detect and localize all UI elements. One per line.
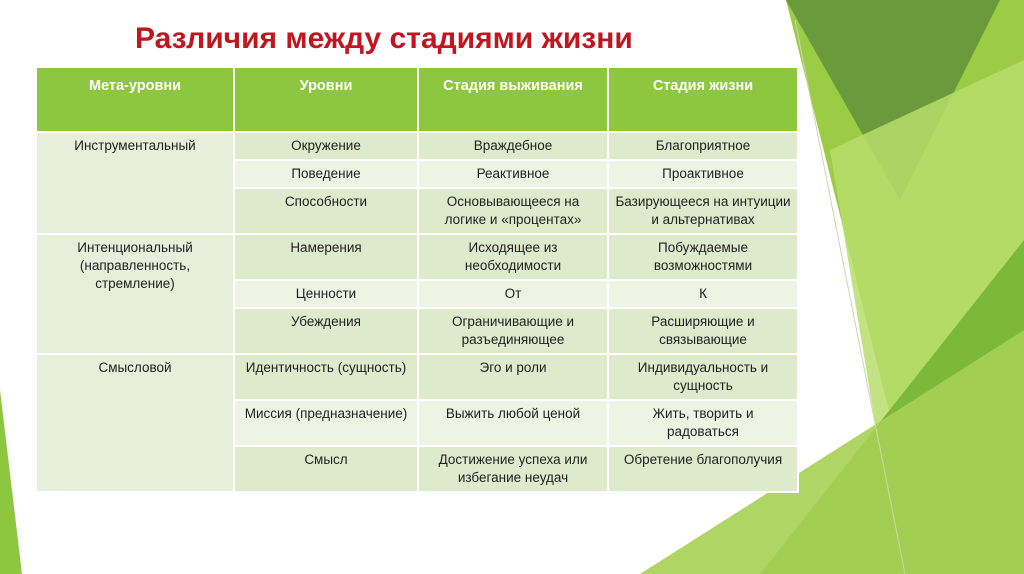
level-cell: Смысл — [234, 446, 418, 492]
survival-cell: От — [418, 280, 608, 308]
life-cell: Обретение благополучия — [608, 446, 798, 492]
level-cell: Поведение — [234, 160, 418, 188]
life-cell: Жить, творить и радоваться — [608, 400, 798, 446]
life-cell: Благоприятное — [608, 132, 798, 160]
level-cell: Способности — [234, 188, 418, 234]
header-meta-levels: Мета-уровни — [37, 68, 234, 132]
survival-cell: Основывающееся на логике и «процентах» — [418, 188, 608, 234]
meta-level-cell: Смысловой — [37, 354, 234, 492]
level-cell: Убеждения — [234, 308, 418, 354]
slide-title: Различия между стадиями жизни — [135, 22, 633, 55]
table-row — [37, 234, 798, 280]
survival-cell: Исходящее из необходимости — [418, 234, 608, 280]
level-cell: Ценности — [234, 280, 418, 308]
header-survival-stage: Стадия выживания — [418, 68, 608, 132]
survival-cell: Ограничивающие и разъединяющее — [418, 308, 608, 354]
table-row — [37, 354, 798, 400]
level-cell: Окружение — [234, 132, 418, 160]
green-shape-left — [0, 390, 22, 574]
level-cell: Миссия (предназначение) — [234, 400, 418, 446]
header-levels: Уровни — [234, 68, 418, 132]
level-cell: Намерения — [234, 234, 418, 280]
life-cell: Расширяющие и связывающие — [608, 308, 798, 354]
meta-level-cell: Интенциональный (направленность, стремление) — [37, 234, 234, 354]
life-cell: Проактивное — [608, 160, 798, 188]
survival-cell: Эго и роли — [418, 354, 608, 400]
life-cell: Побуждаемые возможностями — [608, 234, 798, 280]
life-cell: Базирующееся на интуиции и альтернативах — [608, 188, 798, 234]
survival-cell: Выжить любой ценой — [418, 400, 608, 446]
header-life-stage: Стадия жизни — [608, 68, 798, 132]
level-cell: Идентичность (сущность) — [234, 354, 418, 400]
survival-cell: Достижение успеха или избегание неудач — [418, 446, 608, 492]
survival-cell: Враждебное — [418, 132, 608, 160]
meta-level-cell: Инструментальный — [37, 132, 234, 234]
survival-cell: Реактивное — [418, 160, 608, 188]
table-header-row — [37, 68, 798, 132]
life-cell: К — [608, 280, 798, 308]
comparison-table — [37, 68, 799, 493]
life-cell: Индивидуальность и сущность — [608, 354, 798, 400]
table-row — [37, 132, 798, 160]
